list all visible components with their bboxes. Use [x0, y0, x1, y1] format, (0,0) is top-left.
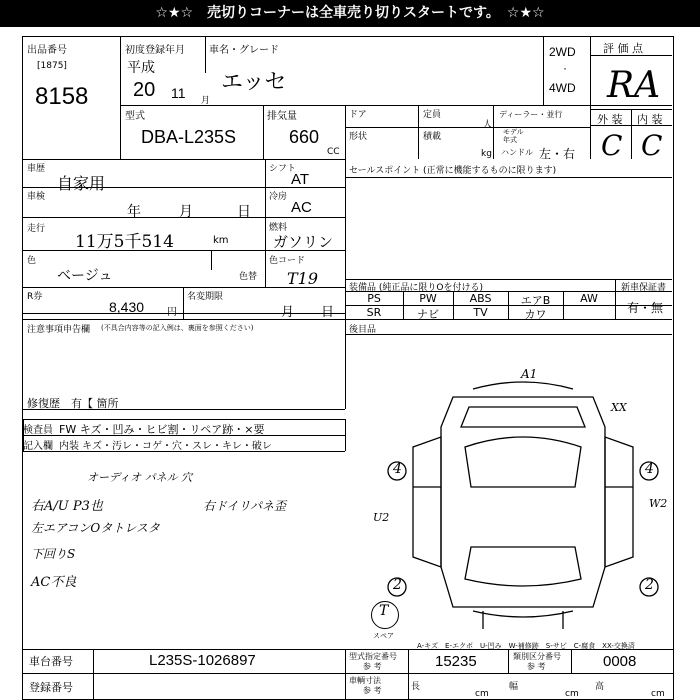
- spare-label: スペア: [373, 632, 394, 640]
- door-label: ドア: [349, 110, 367, 120]
- handle-value: 左・右: [539, 147, 576, 161]
- model-value: DBA-L235S: [141, 127, 237, 147]
- model-year-label: モデル年式: [503, 128, 524, 144]
- diagram-mark-a1: A1: [521, 367, 538, 381]
- fuel-value: ガソリン: [273, 234, 334, 251]
- shape-label: 形状: [349, 132, 368, 142]
- equipment-label: 装備品 (純正品に限りOを付ける): [349, 283, 483, 293]
- usage-value: 自家用: [57, 176, 106, 193]
- color-label: 色: [27, 256, 37, 266]
- load-unit: kg: [481, 149, 492, 159]
- registration-era: 平成: [127, 59, 155, 75]
- dims-height: 高: [595, 682, 605, 692]
- repair-value: 有【 箇所: [71, 397, 119, 410]
- equipment-abs: ABS: [469, 292, 492, 305]
- recycle-unit: 円: [167, 307, 177, 318]
- name-deadline-month: 月: [281, 304, 295, 319]
- equipment-sr: SR: [366, 306, 382, 319]
- capacity-label: 定員: [423, 110, 442, 120]
- registration-month-unit: 月: [201, 96, 211, 106]
- lot-number: 8158: [35, 83, 89, 110]
- vehicle-damage-diagram: [373, 367, 673, 629]
- drive-4wd: 4WD: [549, 81, 576, 95]
- interior-label: 内 装: [637, 113, 663, 126]
- inspector-row-exterior: FW キズ・凹み・ヒビ割・リペア跡・×要: [59, 423, 265, 436]
- diagram-mark-spare: T: [379, 603, 389, 619]
- load-label: 積載: [423, 132, 442, 142]
- plate-label: 登録番号: [29, 681, 73, 694]
- dims-label: 車輌寸法: [349, 676, 381, 685]
- handnote-2: 左エアコンOタトレスタ: [31, 521, 160, 535]
- dims-width-unit: cm: [565, 689, 579, 699]
- category-sub: 参 考: [527, 662, 546, 671]
- first-registration-label: 初度登録年月: [125, 45, 185, 56]
- registration-year: 20: [133, 79, 156, 101]
- usage-label: 車歴: [27, 164, 46, 174]
- lot-sub: [1875]: [37, 61, 67, 71]
- car-name-label: 車名・グレード: [209, 45, 279, 56]
- recycle-label: R券: [27, 292, 43, 302]
- displacement-value: 660: [289, 127, 320, 147]
- chassis-label: 車台番号: [29, 655, 73, 668]
- displacement-label: 排気量: [267, 111, 297, 122]
- inspection-day: 日: [237, 203, 251, 219]
- shift-value: AT: [291, 171, 310, 188]
- mileage-value: 11万5千514: [75, 232, 174, 252]
- chassis-value: L235S-1026897: [149, 652, 256, 669]
- model-spec-sub: 参 考: [363, 662, 382, 671]
- dims-height-unit: cm: [651, 689, 665, 699]
- mileage-label: 走行: [27, 224, 46, 234]
- exterior-label: 外 装: [597, 113, 623, 126]
- category-value: 0008: [603, 653, 637, 670]
- handnote-3: 下回りS: [31, 547, 76, 561]
- car-name: エッセ: [221, 69, 287, 94]
- name-deadline-day: 日: [321, 304, 335, 319]
- notes-sub: (不具合内容等の記入例は、裏面を参照ください): [101, 324, 254, 332]
- inspection-year: 年: [127, 203, 141, 219]
- color-code-label: 色コード: [269, 256, 306, 266]
- handnote-1: 右A/U P3也: [31, 499, 103, 514]
- evaluation-label: 評 価 点: [603, 42, 643, 55]
- entry-label: 記入欄: [23, 441, 53, 452]
- auction-sheet: [22, 36, 674, 700]
- inspector-row-interior: 内装 キズ・汚レ・コゲ・穴・スレ・キレ・破レ: [59, 441, 272, 452]
- handle-label: ハンドル: [501, 148, 533, 157]
- recycle-value: 8,430: [109, 299, 145, 315]
- model-spec-label: 型式指定番号: [349, 652, 397, 661]
- shift-label: シフト: [269, 164, 297, 174]
- mileage-unit: km: [213, 235, 229, 246]
- dims-length-unit: cm: [475, 689, 489, 699]
- model-spec-value: 15235: [435, 653, 477, 670]
- notes-label: 注意事項申告欄: [27, 325, 91, 335]
- diagram-mark-w2: W2: [649, 497, 668, 510]
- inspection-month: 月: [179, 203, 193, 219]
- exterior-grade: C: [601, 129, 623, 162]
- rear-seat-label: 後目品: [349, 325, 377, 335]
- drive-2wd: 2WD: [549, 45, 576, 59]
- capacity-unit: 人: [483, 120, 493, 130]
- name-deadline-label: 名変期限: [187, 292, 224, 302]
- warranty-label: 新車保証書: [621, 283, 667, 293]
- registration-month: 11: [171, 85, 186, 101]
- diagram-mark-xx: XX: [611, 401, 627, 414]
- lot-number-label: 出品番号: [27, 45, 67, 56]
- evaluation-score: RA: [607, 65, 661, 106]
- handnote-5: 右ドイリパネ歪: [203, 499, 287, 513]
- dims-length: 長: [411, 682, 421, 692]
- diagram-mark-4-left: 4: [393, 461, 402, 477]
- displacement-unit: CC: [327, 147, 340, 157]
- dims-sub: 参 考: [363, 686, 382, 695]
- category-label: 類別区分番号: [513, 652, 561, 661]
- diagram-mark-2-right: 2: [645, 577, 654, 593]
- equipment-airbag: エアB: [520, 294, 551, 307]
- fuel-label: 燃料: [269, 223, 288, 233]
- handnote-4: AC不良: [31, 575, 77, 590]
- inspection-label: 車検: [27, 192, 46, 202]
- dims-width: 幅: [509, 682, 519, 692]
- color-value: ベージュ: [57, 267, 113, 283]
- equipment-aw: AW: [580, 292, 598, 305]
- equipment-navi: ナビ: [417, 308, 439, 321]
- handnote-audio: オーディオ パネル 穴: [87, 471, 193, 484]
- equipment-pw: PW: [419, 292, 437, 305]
- diagram-mark-4-right: 4: [645, 461, 654, 477]
- model-label: 型式: [125, 111, 145, 122]
- damage-legend: A-キズ E-エクボ U-凹み W-補修跡 S-サビ C-腐食 XX-交換済: [417, 642, 635, 650]
- inspector-label: 検査員: [23, 425, 53, 436]
- ac-label: 冷房: [269, 192, 288, 202]
- drive-dot: ·: [563, 61, 567, 75]
- equipment-leather: カワ: [524, 308, 547, 321]
- ac-value: AC: [291, 199, 312, 216]
- interior-grade: C: [641, 129, 663, 162]
- equipment-tv: TV: [473, 306, 488, 319]
- color-code: T19: [287, 269, 319, 288]
- header-banner: ☆★☆ 売切りコーナーは全車売り切りスタートです。 ☆★☆: [0, 0, 700, 27]
- repair-label: 修復歴: [27, 397, 60, 410]
- warranty-value: 有・無: [627, 301, 664, 315]
- sales-point-label: セールスポイント (正常に機能するものに限ります): [349, 166, 557, 176]
- equipment-ps: PS: [367, 292, 381, 305]
- diagram-mark-2-left: 2: [393, 577, 402, 593]
- diagram-mark-u2: U2: [373, 511, 390, 524]
- color-swap-label: 色替: [239, 272, 258, 282]
- dealer-label: ディーラー・並行: [499, 110, 563, 119]
